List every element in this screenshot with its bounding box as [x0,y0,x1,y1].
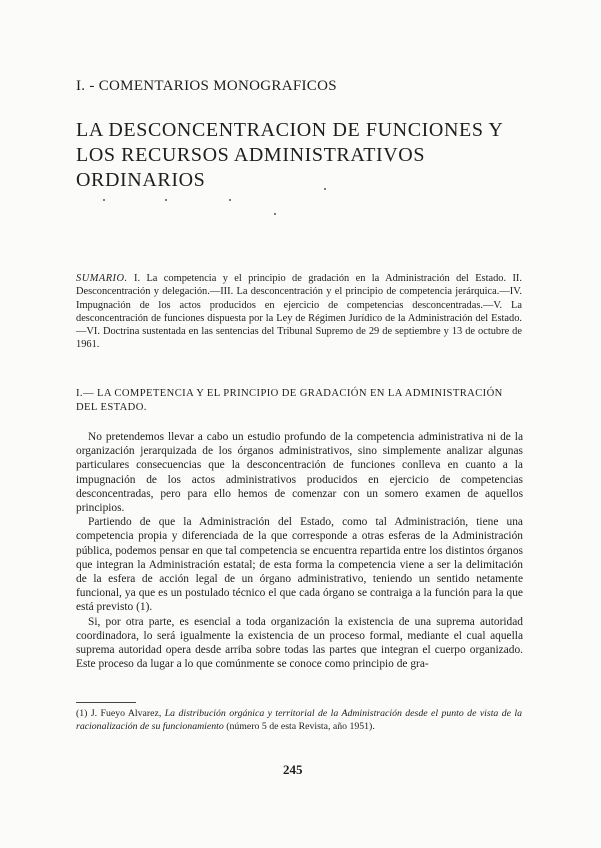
body-text [76,430,523,671]
article-title: LA DESCONCENTRACION DE FUNCIONES Y LOS RECURSOS ADMINISTRATIVOS ORDINARIOS [76,119,503,191]
body-paragraph: Partiendo de que la Administración del Estado, como tal Administración, tiene una competencia propia y diferenciada de la que corresponde a otras esferas de la Administración pública, podemos pensar en que tal competencia se encuentra repartida entre los distintos órganos que integran la Administración estatal; de esta forma la competencia viene a ser la delimitación de la esfera de acción legal de un órgano administrativo, teniendo un sentido netamente funcional, ya que es un postulado técnico el que cada órgano se contraiga a la función para la que está previsto (1). [76,516,523,614]
body-paragraph: No pretendemos llevar a cabo un estudio profundo de la competencia administrativa ni de la organización jerarquizada de los órganos administrativos, sino simplemente analizar algunas particulares consecuencias que la desconcentración de funciones conlleva en cuanto a la impugnación de los actos administrativos producidos en ejercicio de competencias desconcentradas, pero para ello hemos de comenzar con un somero examen de aquellos principios. [76,431,523,515]
summary [76,272,522,352]
footnote [76,708,522,733]
section-subheading: I.— LA COMPETENCIA Y EL PRINCIPIO DE GRADACIÓN EN LA ADMINISTRACIÓN DEL ESTADO. [76,388,503,413]
page-number: 245 [283,762,303,777]
footnote-work: La distribución orgánica y territorial de la Administración desde el punto de vista de la racionalización de su funcionamiento [76,708,522,732]
body-paragraph: Si, por otra parte, es esencial a toda organización la existencia de una suprema autoridad coordinadora, lo será igualmente la existencia de un proceso formal, mediante el cual aquella suprema autoridad opera desde arriba sobre todas las partes que integran el cuerpo organizado. Este proceso da lugar a lo que comúnmente se conoce como principio de gra- [76,615,523,671]
footnote-rest: (número 5 de esta Revista, año 1951). [226,720,375,732]
footnote-marker: (1) [76,708,88,719]
summary-text: I. La competencia y el principio de gradación en la Administración del Estado. II. Desconcentración y delegación.—III. La desconcentración y el principio de competencia jerárquica.—IV. Impugnación de los actos producidos en ejercicio de competencias desconcentradas.—V. La desconcentración de funciones dispuesta por la Ley de Régimen Jurídico de la Administración del Estado.—VI. Doctrina sustentada en las sentencias del Tribunal Supremo de 29 de septiembre y 13 de octubre de 1961. [76,273,522,351]
section-heading: I. - COMENTARIOS MONOGRAFICOS [76,78,337,94]
footnote-divider [76,702,136,703]
print-specks [0,0,601,300]
footnote-author: J. Fueyo Alvarez, [90,708,162,719]
summary-label: SUMARIO. [76,273,128,284]
